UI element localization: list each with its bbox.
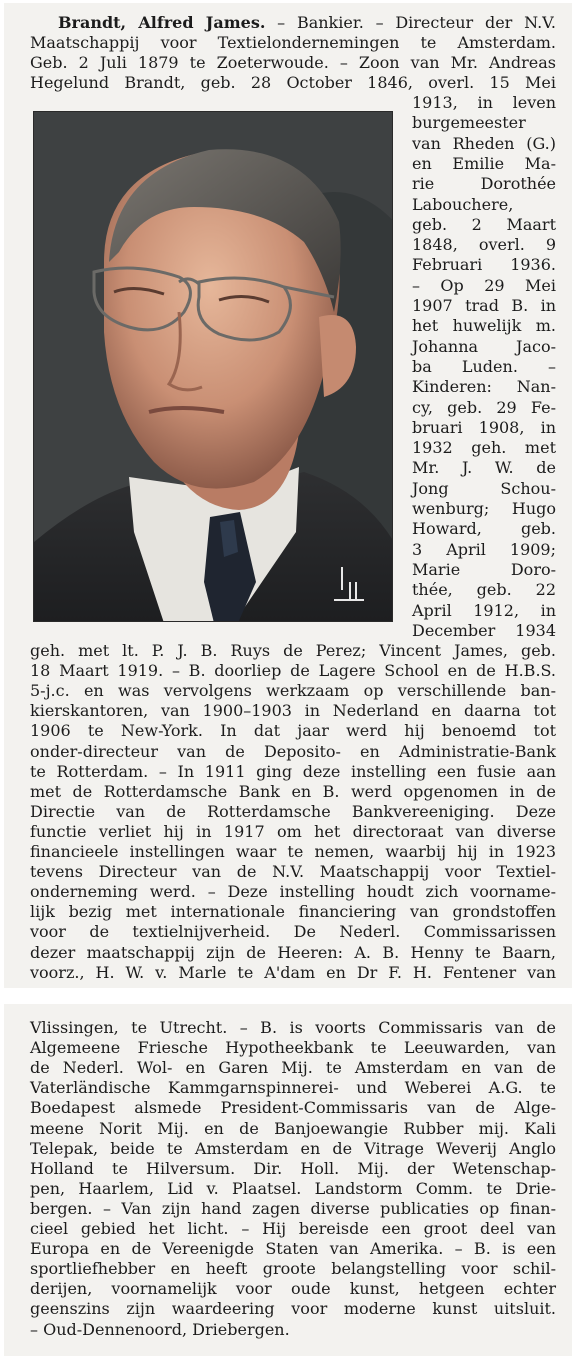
text-line: sportliefhebber en heeft groote belangstelling voor schil- <box>30 1259 556 1279</box>
text-line: Directie van de Rotterdamsche Bankvereeniging. Deze <box>30 801 556 821</box>
text-line: – Op 29 Mei <box>412 275 556 295</box>
text-line: geb. 2 Maart <box>412 214 556 234</box>
text-line: wenburg; Hugo <box>412 499 556 518</box>
text-line: Marie Doro- <box>412 559 556 579</box>
text-line: Johanna Jaco- <box>412 336 556 356</box>
text-line: burgemeester <box>412 113 526 133</box>
entry-heading-line <box>58 13 556 33</box>
text-line: bruari 1908, in <box>412 417 556 437</box>
text-line: Februari 1936. <box>412 255 556 275</box>
text-line: Vlissingen, te Utrecht. – B. is voorts Commissaris van de <box>30 1018 556 1037</box>
entry-name: Brandt, Alfred James. <box>58 13 266 32</box>
text-line: Geb. 2 Juli 1879 te Zoeterwoude. – Zoon van Mr. Andreas <box>30 53 556 72</box>
text-line: Howard, geb. <box>412 519 556 539</box>
text-line: voorz., H. W. v. Marle te A'dam en Dr F. H. Fentener van <box>30 962 556 982</box>
text-line: met de Rotterdamsche Bank en B. werd opgenomen in de <box>30 781 556 801</box>
text-line: pen, Haarlem, Lid v. Plaatsel. Landstorm Comm. te Drie- <box>30 1178 556 1198</box>
text-line: van Rheden (G.) <box>412 133 556 153</box>
text-line: 5-j.c. en was vervolgens werkzaam op verschillende ban- <box>30 681 556 701</box>
text-line: Mr. J. W. de <box>412 458 556 478</box>
text-line: thée, geb. 22 <box>412 580 556 600</box>
text-line: rie Dorothée <box>412 174 556 194</box>
text-line: onderneming werd. – Deze instelling houdt zich voorname- <box>30 882 556 902</box>
text-line: kierskantoren, van 1900–1903 in Nederland en daarna tot <box>30 701 556 721</box>
text-line: en Emilie Ma- <box>412 153 556 173</box>
text-line: derijen, voornamelijk voor oude kunst, hetgeen echter <box>30 1279 556 1299</box>
text-line: cieel gebied het licht. – Hij bereisde een groot deel van <box>30 1219 556 1238</box>
text-line: 1913, in leven <box>412 93 556 112</box>
text-line: Algemeene Friesche Hypotheekbank te Leeuwarden, van <box>30 1038 556 1058</box>
text-line: tevens Directeur van de N.V. Maatschappij voor Textiel- <box>30 862 556 882</box>
text-line: Hegelund Brandt, geb. 28 October 1846, overl. 15 Mei <box>30 73 556 92</box>
text-line: 1906 te New-York. In dat jaar werd hij benoemd tot <box>30 721 556 741</box>
text-line: voor de textielnijverheid. De Nederl. Commissarissen <box>30 922 556 942</box>
text-line: 1932 geh. met <box>412 438 556 458</box>
text-line: financieele instellingen waar te nemen, waarbij hij in 1923 <box>30 842 556 861</box>
text-line: functie verliet hij in 1917 om het directoraat van diverse <box>30 821 556 841</box>
text-line: Europa en de Vereenigde Staten van Amerika. – B. is een <box>30 1239 556 1259</box>
text-line: April 1912, in <box>412 600 556 620</box>
text-line: Vaterländische Kammgarnspinnerei- und Weberei A.G. te <box>30 1078 556 1098</box>
text-line: Kinderen: Nan- <box>412 377 556 397</box>
text-line: – Oud-Dennenoord, Driebergen. <box>30 1319 290 1339</box>
text-line: de Nederl. Wol- en Garen Mij. te Amsterdam en van de <box>30 1058 556 1078</box>
text-line: geh. met lt. P. J. B. Ruys de Perez; Vincent James, geb. <box>30 641 556 660</box>
text-line: Boedapest alsmede President-Commissaris van de Alge- <box>30 1098 556 1118</box>
text-line: het huwelijk m. <box>412 316 556 336</box>
text-line: dezer maatschappij zijn de Heeren: A. B. Henny te Baarn, <box>30 942 556 962</box>
text-line: Maatschappij voor Textielondernemingen te Amsterdam. <box>30 33 556 52</box>
text-line: Labouchere, <box>412 194 514 214</box>
text-line: 3 April 1909; <box>412 539 556 559</box>
text-line: bergen. – Van zijn hand zagen diverse publicaties op finan- <box>30 1198 556 1218</box>
text-line: meene Norit Mij. en de Banjoewangie Rubber mij. Kali <box>30 1118 556 1138</box>
portrait-illustration <box>34 112 393 622</box>
text-line: te Rotterdam. – In 1911 ging deze instelling een fusie aan <box>30 761 556 781</box>
text-line: cy, geb. 29 Fe- <box>412 397 556 417</box>
text-line: ba Luden. – <box>412 356 556 376</box>
text-line: December 1934 <box>412 620 556 640</box>
text-line: Holland te Hilversum. Dir. Holl. Mij. der Wetenschap- <box>30 1158 556 1178</box>
text-line: onder-directeur van de Deposito- en Administratie-Bank <box>30 741 556 761</box>
text-line: geenszins zijn waardeering voor moderne kunst uitsluit. <box>30 1299 556 1319</box>
text-line: 18 Maart 1919. – B. doorliep de Lagere School en de H.B.S. <box>30 661 556 681</box>
text-line: lijk bezig met internationale financiering van grondstoffen <box>30 902 556 922</box>
text-line: Telepak, beide te Amsterdam en de Vitrage Weverij Anglo <box>30 1138 556 1158</box>
text-line: Jong Schou- <box>412 478 556 498</box>
text-line: 1907 trad B. in <box>412 296 556 315</box>
text-line: 1848, overl. 9 <box>412 235 556 255</box>
entry-profession: – Bankier. – Directeur der N.V. <box>265 13 556 32</box>
portrait-photo <box>33 111 393 622</box>
